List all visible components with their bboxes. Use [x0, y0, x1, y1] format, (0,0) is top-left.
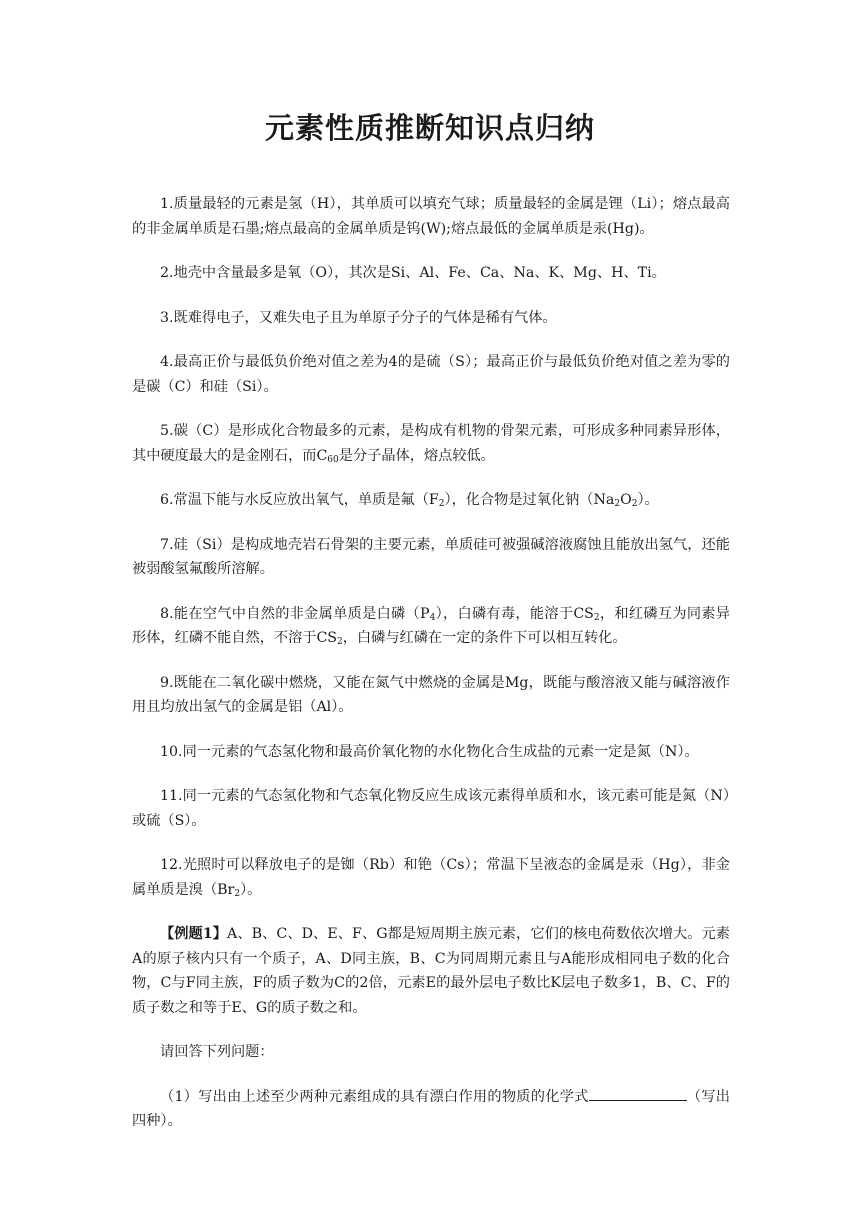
knowledge-item	[132, 533, 730, 582]
subscript: 2	[631, 499, 638, 509]
text-run: ）。	[240, 881, 262, 898]
subscript: 2	[234, 888, 241, 899]
text-run: 8.能在空气中自然的非金属单质是白磷（P	[160, 605, 430, 622]
text-run: 5.碳（C）是形成化合物最多的元素，是构成有机物的骨架元素，可形成多种同素异形体，其中硬度最大的是金刚石，而C	[132, 423, 730, 464]
subscript: 4	[429, 612, 436, 623]
subscript: 2	[337, 637, 343, 647]
knowledge-item	[132, 602, 730, 651]
knowledge-item	[132, 671, 730, 720]
knowledge-item	[132, 740, 730, 765]
text-run: 2.地壳中含量最多是氧（O），其次是Si、Al、Fe、Ca、Na、K、Mg、H、Ti。	[160, 265, 666, 281]
text-run: A、B、C、D、E、F、G都是短周期主族元素，它们的核电荷数依次增大。元素A的原子核内只有一个质子，A、D同主族，B、C为同周期元素且与A能形成相同电子数的化合物，C与F同主族，F的质子数为C的2倍，元素E的最外层电子数比K层电子数多1，B、C、F的质子数之和等于E、G的质子数之和。	[132, 926, 730, 1016]
question-item	[132, 1085, 730, 1134]
knowledge-item	[132, 853, 730, 902]
knowledge-item	[132, 488, 730, 513]
text-run: 12.光照时可以释放电子的是铷（Rb）和铯（Cs）；常温下呈液态的金属是汞（Hg），非金属单质是溴（Br	[132, 857, 730, 898]
text-run: 3.既难得电子，又难失电子且为单原子分子的气体是稀有气体。	[160, 309, 557, 326]
subscript: 2	[438, 499, 445, 509]
subscript: 2	[614, 499, 621, 509]
text-run: ，白磷与红磷在一定的条件下可以相互转化。	[342, 630, 627, 646]
text-run: 1.质量最轻的元素是氢（H），其单质可以填充气球；质量最轻的金属是锂（Li）；熔点最高的非金属单质是石墨;熔点最高的金属单质是钨(W);熔点最低的金属单质是汞(Hg)。	[132, 196, 730, 237]
text-run: ），白磷有毒，能溶于CS	[435, 605, 594, 622]
knowledge-item	[132, 419, 730, 468]
text-run: 请回答下列问题：	[160, 1044, 274, 1060]
knowledge-item	[132, 1040, 730, 1065]
answer-blank	[589, 1086, 687, 1101]
example-label: 【例题1】	[160, 926, 228, 942]
text-run: 11.同一元素的气态氢化物和气态氧化物反应生成该元素得单质和水，该元素可能是氮（N）或硫（S）。	[132, 788, 730, 829]
text-run: 10.同一元素的气态氢化物和最高价氧化物的水化物化合生成盐的元素一定是氮（N）。	[160, 743, 699, 760]
knowledge-item	[132, 306, 730, 331]
text-run: 是分子晶体，熔点较低。	[338, 447, 495, 464]
knowledge-item	[132, 192, 730, 241]
knowledge-item	[132, 350, 730, 399]
subscript: 2	[593, 612, 600, 623]
text-run: 4.最高正价与最低负价绝对值之差为4的是硫（S）；最高正价与最低负价绝对值之差为零的是碳（C）和硅（Si）。	[132, 354, 730, 395]
text-run: （写出四种）。	[132, 1088, 730, 1129]
text-run: 6.常温下能与水反应放出氧气，单质是氟（F	[160, 492, 439, 508]
text-run: （1）写出由上述至少两种元素组成的具有漂白作用的物质的化学式	[160, 1088, 589, 1105]
knowledge-item	[132, 784, 730, 833]
text-run: 9.既能在二氧化碳中燃烧，又能在氮气中燃烧的金属是Mg，既能与酸溶液又能与碱溶液作用且均放出氢气的金属是铝（Al）。	[132, 674, 730, 715]
text-run: O	[620, 492, 632, 508]
document-body	[132, 192, 730, 1154]
knowledge-item	[132, 261, 730, 286]
page-title: 元素性质推断知识点归纳	[264, 111, 595, 145]
subscript: 60	[327, 454, 339, 465]
example-paragraph	[132, 922, 730, 1020]
text-run: 7.硅（Si）是构成地壳岩石骨架的主要元素，单质硅可被强碱溶液腐蚀且能放出氢气，还能被弱酸氢氟酸所溶解。	[132, 536, 730, 577]
text-run: ），化合物是过氧化钠（Na	[444, 492, 615, 508]
text-run: ）。	[637, 492, 659, 508]
text-run: ，和红磷互为同素异形体，红磷不能自然，不溶于CS	[132, 605, 730, 646]
